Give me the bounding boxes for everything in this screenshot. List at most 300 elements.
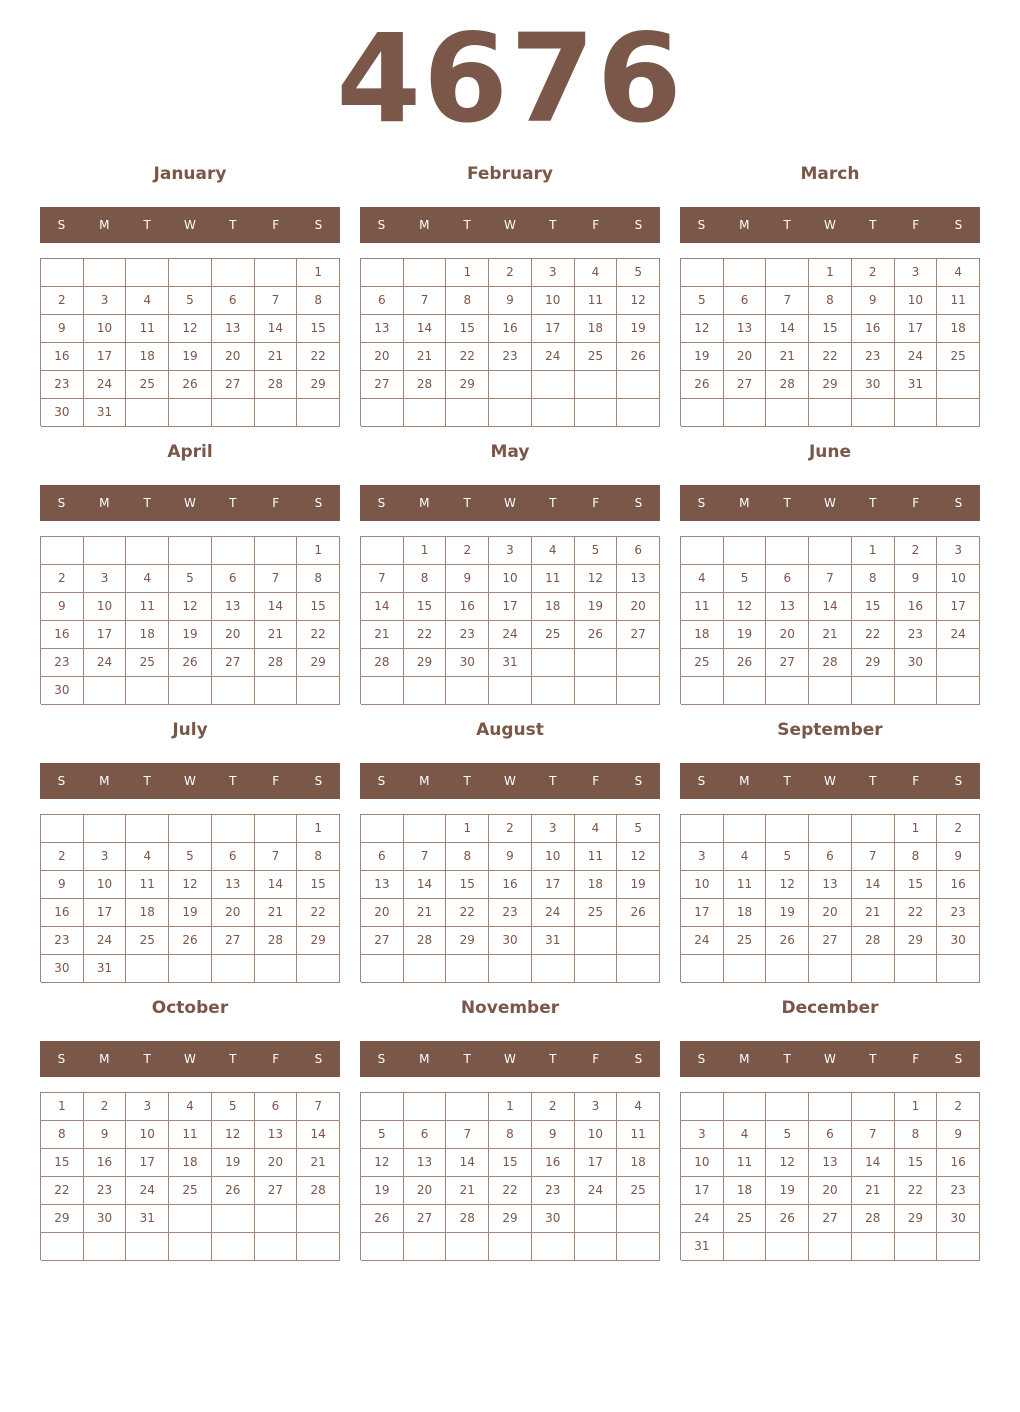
empty-cell xyxy=(297,1233,340,1261)
day-cell: 6 xyxy=(766,565,809,593)
day-cell: 23 xyxy=(41,371,84,399)
day-cell: 31 xyxy=(489,649,532,677)
day-cell: 21 xyxy=(766,343,809,371)
day-cell: 2 xyxy=(489,259,532,287)
weekday-label: T xyxy=(783,774,791,788)
weekday-label: W xyxy=(824,774,836,788)
empty-cell xyxy=(255,955,298,983)
day-cell: 21 xyxy=(852,899,895,927)
weekday-label: F xyxy=(592,496,600,510)
day-cell: 5 xyxy=(681,287,724,315)
day-cell: 9 xyxy=(937,1121,980,1149)
empty-cell xyxy=(575,1233,618,1261)
empty-cell xyxy=(852,1233,895,1261)
weekday-label: M xyxy=(739,218,750,232)
empty-cell xyxy=(212,955,255,983)
day-cell: 21 xyxy=(255,621,298,649)
day-cell: 1 xyxy=(446,259,489,287)
weekday-label: T xyxy=(549,218,557,232)
day-cell: 22 xyxy=(404,621,447,649)
day-cell: 8 xyxy=(809,287,852,315)
day-cell: 6 xyxy=(212,287,255,315)
empty-cell xyxy=(84,815,127,843)
day-cell: 10 xyxy=(937,565,980,593)
day-cell: 18 xyxy=(681,621,724,649)
month-name: June xyxy=(808,442,852,462)
day-cell: 28 xyxy=(404,371,447,399)
day-cell: 22 xyxy=(297,899,340,927)
month-name: October xyxy=(151,998,229,1018)
day-cell: 29 xyxy=(297,649,340,677)
day-cell: 27 xyxy=(404,1205,447,1233)
day-cell: 14 xyxy=(255,871,298,899)
day-cell: 6 xyxy=(404,1121,447,1149)
day-cell: 1 xyxy=(852,537,895,565)
day-cell: 31 xyxy=(895,371,938,399)
weekday-header xyxy=(360,1041,660,1077)
day-cell: 23 xyxy=(41,927,84,955)
day-cell: 3 xyxy=(532,815,575,843)
day-cell: 29 xyxy=(404,649,447,677)
day-cell: 14 xyxy=(361,593,404,621)
weekday-header xyxy=(680,1041,980,1077)
day-cell: 18 xyxy=(532,593,575,621)
weekday-label: M xyxy=(419,496,430,510)
empty-cell xyxy=(446,1233,489,1261)
day-cell: 14 xyxy=(852,871,895,899)
day-cell: 12 xyxy=(681,315,724,343)
day-cell: 25 xyxy=(575,899,618,927)
day-cell: 3 xyxy=(895,259,938,287)
day-cell: 30 xyxy=(937,1205,980,1233)
weekday-label: W xyxy=(504,218,516,232)
weekday-label: M xyxy=(419,218,430,232)
day-cell: 18 xyxy=(169,1149,212,1177)
day-cell: 16 xyxy=(489,315,532,343)
day-cell: 8 xyxy=(446,287,489,315)
month-august xyxy=(360,719,660,989)
day-cell: 19 xyxy=(212,1149,255,1177)
empty-cell xyxy=(617,677,660,705)
month-name: December xyxy=(781,998,879,1018)
empty-cell xyxy=(446,399,489,427)
empty-cell xyxy=(766,815,809,843)
empty-cell xyxy=(404,677,447,705)
weekday-label: W xyxy=(504,496,516,510)
day-cell: 1 xyxy=(297,815,340,843)
day-cell: 16 xyxy=(41,621,84,649)
day-cell: 7 xyxy=(255,565,298,593)
day-grid xyxy=(40,814,340,982)
day-cell: 23 xyxy=(446,621,489,649)
weekday-label: W xyxy=(184,496,196,510)
day-cell: 14 xyxy=(809,593,852,621)
day-cell: 18 xyxy=(126,621,169,649)
day-cell: 1 xyxy=(446,815,489,843)
month-name: August xyxy=(476,720,544,740)
empty-cell xyxy=(532,1233,575,1261)
empty-cell xyxy=(681,537,724,565)
month-april xyxy=(40,441,340,711)
day-cell: 14 xyxy=(255,593,298,621)
day-cell: 22 xyxy=(297,621,340,649)
empty-cell xyxy=(852,677,895,705)
month-name: November xyxy=(460,998,560,1018)
empty-cell xyxy=(212,1205,255,1233)
day-cell: 12 xyxy=(575,565,618,593)
empty-cell xyxy=(126,399,169,427)
empty-cell xyxy=(126,537,169,565)
empty-cell xyxy=(681,815,724,843)
day-cell: 13 xyxy=(212,315,255,343)
day-cell: 23 xyxy=(489,899,532,927)
empty-cell xyxy=(126,815,169,843)
day-cell: 18 xyxy=(126,343,169,371)
day-cell: 16 xyxy=(937,871,980,899)
empty-cell xyxy=(766,259,809,287)
day-cell: 9 xyxy=(532,1121,575,1149)
day-cell: 10 xyxy=(84,593,127,621)
empty-cell xyxy=(724,259,767,287)
day-cell: 17 xyxy=(84,343,127,371)
month-name: March xyxy=(800,164,860,184)
day-cell: 17 xyxy=(126,1149,169,1177)
empty-cell xyxy=(169,815,212,843)
day-cell: 11 xyxy=(724,1149,767,1177)
day-cell: 20 xyxy=(361,343,404,371)
month-november xyxy=(360,997,660,1267)
day-cell: 1 xyxy=(895,1093,938,1121)
day-cell: 7 xyxy=(766,287,809,315)
day-cell: 31 xyxy=(84,399,127,427)
weekday-label: F xyxy=(272,1052,280,1066)
day-cell: 9 xyxy=(489,843,532,871)
day-cell: 11 xyxy=(126,315,169,343)
day-cell: 19 xyxy=(681,343,724,371)
day-cell: 27 xyxy=(361,927,404,955)
day-cell: 30 xyxy=(41,399,84,427)
empty-cell xyxy=(852,955,895,983)
day-cell: 7 xyxy=(852,1121,895,1149)
weekday-label: S xyxy=(697,496,706,510)
weekday-label: T xyxy=(463,496,471,510)
day-cell: 18 xyxy=(617,1149,660,1177)
empty-cell xyxy=(575,371,618,399)
day-cell: 29 xyxy=(895,927,938,955)
day-cell: 5 xyxy=(169,565,212,593)
empty-cell xyxy=(809,815,852,843)
day-cell: 2 xyxy=(895,537,938,565)
day-cell: 28 xyxy=(852,1205,895,1233)
day-cell: 18 xyxy=(575,871,618,899)
day-cell: 12 xyxy=(169,315,212,343)
day-cell: 12 xyxy=(766,871,809,899)
day-cell: 6 xyxy=(212,565,255,593)
day-cell: 21 xyxy=(255,899,298,927)
empty-cell xyxy=(212,537,255,565)
day-cell: 13 xyxy=(361,315,404,343)
day-cell: 15 xyxy=(297,315,340,343)
day-cell: 25 xyxy=(126,371,169,399)
month-name: July xyxy=(172,720,208,740)
weekday-label: S xyxy=(314,1052,323,1066)
day-cell: 29 xyxy=(297,927,340,955)
day-cell: 20 xyxy=(404,1177,447,1205)
weekday-label: T xyxy=(229,774,237,788)
empty-cell xyxy=(852,1093,895,1121)
day-cell: 26 xyxy=(681,371,724,399)
empty-cell xyxy=(937,677,980,705)
empty-cell xyxy=(404,1233,447,1261)
day-cell: 24 xyxy=(937,621,980,649)
day-cell: 28 xyxy=(809,649,852,677)
day-cell: 5 xyxy=(169,287,212,315)
day-cell: 8 xyxy=(41,1121,84,1149)
day-cell: 28 xyxy=(255,927,298,955)
day-cell: 25 xyxy=(532,621,575,649)
day-cell: 16 xyxy=(41,899,84,927)
day-cell: 3 xyxy=(575,1093,618,1121)
empty-cell xyxy=(724,955,767,983)
weekday-label: M xyxy=(419,774,430,788)
day-grid xyxy=(360,1092,660,1260)
weekday-label: F xyxy=(592,1052,600,1066)
day-cell: 24 xyxy=(575,1177,618,1205)
day-cell: 3 xyxy=(937,537,980,565)
day-cell: 21 xyxy=(446,1177,489,1205)
day-cell: 22 xyxy=(446,343,489,371)
weekday-label: T xyxy=(143,774,151,788)
empty-cell xyxy=(255,537,298,565)
day-cell: 14 xyxy=(255,315,298,343)
day-cell: 30 xyxy=(41,955,84,983)
empty-cell xyxy=(255,815,298,843)
day-cell: 20 xyxy=(809,899,852,927)
day-cell: 12 xyxy=(169,593,212,621)
day-cell: 10 xyxy=(532,843,575,871)
day-cell: 16 xyxy=(489,871,532,899)
weekday-label: T xyxy=(463,774,471,788)
weekday-label: S xyxy=(314,218,323,232)
empty-cell xyxy=(895,677,938,705)
day-cell: 30 xyxy=(532,1205,575,1233)
day-cell: 4 xyxy=(724,843,767,871)
empty-cell xyxy=(41,1233,84,1261)
day-cell: 20 xyxy=(212,621,255,649)
day-cell: 11 xyxy=(681,593,724,621)
day-cell: 5 xyxy=(575,537,618,565)
day-cell: 3 xyxy=(532,259,575,287)
day-cell: 22 xyxy=(489,1177,532,1205)
weekday-label: T xyxy=(549,1052,557,1066)
empty-cell xyxy=(809,399,852,427)
day-cell: 22 xyxy=(41,1177,84,1205)
empty-cell xyxy=(489,955,532,983)
empty-cell xyxy=(809,1093,852,1121)
day-grid xyxy=(360,258,660,426)
day-cell: 8 xyxy=(446,843,489,871)
day-cell: 26 xyxy=(724,649,767,677)
day-cell: 25 xyxy=(575,343,618,371)
day-grid xyxy=(40,536,340,704)
day-cell: 23 xyxy=(532,1177,575,1205)
day-cell: 4 xyxy=(937,259,980,287)
empty-cell xyxy=(681,955,724,983)
day-cell: 18 xyxy=(724,899,767,927)
day-cell: 22 xyxy=(895,899,938,927)
day-cell: 1 xyxy=(809,259,852,287)
day-cell: 9 xyxy=(41,315,84,343)
empty-cell xyxy=(169,1205,212,1233)
day-cell: 22 xyxy=(852,621,895,649)
day-cell: 23 xyxy=(937,899,980,927)
day-cell: 25 xyxy=(681,649,724,677)
day-cell: 1 xyxy=(297,259,340,287)
empty-cell xyxy=(361,399,404,427)
day-cell: 19 xyxy=(169,621,212,649)
day-cell: 19 xyxy=(724,621,767,649)
day-cell: 24 xyxy=(895,343,938,371)
day-cell: 11 xyxy=(937,287,980,315)
day-cell: 11 xyxy=(532,565,575,593)
day-cell: 6 xyxy=(809,1121,852,1149)
weekday-label: W xyxy=(184,774,196,788)
weekday-label: F xyxy=(272,218,280,232)
day-cell: 10 xyxy=(681,1149,724,1177)
month-june xyxy=(680,441,980,711)
day-cell: 7 xyxy=(255,287,298,315)
day-cell: 23 xyxy=(41,649,84,677)
weekday-label: T xyxy=(143,496,151,510)
day-cell: 17 xyxy=(895,315,938,343)
empty-cell xyxy=(489,677,532,705)
day-cell: 4 xyxy=(126,565,169,593)
weekday-label: S xyxy=(377,496,386,510)
weekday-label: T xyxy=(869,496,877,510)
weekday-label: M xyxy=(739,1052,750,1066)
empty-cell xyxy=(681,1093,724,1121)
day-cell: 29 xyxy=(446,371,489,399)
day-cell: 20 xyxy=(766,621,809,649)
day-cell: 13 xyxy=(361,871,404,899)
empty-cell xyxy=(361,955,404,983)
day-cell: 19 xyxy=(617,871,660,899)
day-cell: 12 xyxy=(169,871,212,899)
day-cell: 16 xyxy=(41,343,84,371)
empty-cell xyxy=(724,1093,767,1121)
weekday-header xyxy=(360,485,660,521)
weekday-header xyxy=(360,763,660,799)
empty-cell xyxy=(575,399,618,427)
weekday-label: S xyxy=(57,496,66,510)
day-cell: 7 xyxy=(361,565,404,593)
empty-cell xyxy=(617,1233,660,1261)
weekday-label: F xyxy=(912,774,920,788)
day-cell: 26 xyxy=(169,371,212,399)
day-cell: 21 xyxy=(852,1177,895,1205)
weekday-label: S xyxy=(57,218,66,232)
empty-cell xyxy=(895,399,938,427)
day-cell: 3 xyxy=(681,1121,724,1149)
day-cell: 16 xyxy=(446,593,489,621)
weekday-label: F xyxy=(592,774,600,788)
empty-cell xyxy=(212,259,255,287)
day-cell: 13 xyxy=(212,593,255,621)
day-cell: 24 xyxy=(84,927,127,955)
weekday-header xyxy=(360,207,660,243)
empty-cell xyxy=(617,399,660,427)
day-cell: 25 xyxy=(617,1177,660,1205)
weekday-label: F xyxy=(912,1052,920,1066)
day-cell: 24 xyxy=(532,343,575,371)
day-cell: 9 xyxy=(852,287,895,315)
day-cell: 5 xyxy=(617,815,660,843)
weekday-label: T xyxy=(229,496,237,510)
day-cell: 17 xyxy=(681,1177,724,1205)
day-grid xyxy=(680,536,980,704)
day-cell: 28 xyxy=(255,649,298,677)
day-cell: 12 xyxy=(617,843,660,871)
empty-cell xyxy=(126,677,169,705)
empty-cell xyxy=(532,649,575,677)
day-cell: 14 xyxy=(446,1149,489,1177)
day-cell: 30 xyxy=(446,649,489,677)
day-cell: 10 xyxy=(532,287,575,315)
day-grid xyxy=(40,258,340,426)
day-cell: 15 xyxy=(297,593,340,621)
day-cell: 3 xyxy=(84,287,127,315)
day-cell: 30 xyxy=(84,1205,127,1233)
month-march xyxy=(680,163,980,433)
day-cell: 9 xyxy=(446,565,489,593)
day-cell: 21 xyxy=(809,621,852,649)
day-cell: 12 xyxy=(212,1121,255,1149)
day-cell: 11 xyxy=(169,1121,212,1149)
weekday-label: F xyxy=(912,496,920,510)
weekday-label: T xyxy=(229,1052,237,1066)
day-cell: 26 xyxy=(361,1205,404,1233)
day-cell: 20 xyxy=(724,343,767,371)
day-cell: 17 xyxy=(937,593,980,621)
weekday-header xyxy=(40,207,340,243)
day-cell: 29 xyxy=(852,649,895,677)
day-cell: 27 xyxy=(766,649,809,677)
day-cell: 6 xyxy=(809,843,852,871)
day-cell: 13 xyxy=(212,871,255,899)
empty-cell xyxy=(681,399,724,427)
day-grid xyxy=(360,814,660,982)
day-cell: 23 xyxy=(852,343,895,371)
day-cell: 15 xyxy=(446,315,489,343)
empty-cell xyxy=(895,955,938,983)
day-cell: 9 xyxy=(41,871,84,899)
day-cell: 4 xyxy=(724,1121,767,1149)
empty-cell xyxy=(255,399,298,427)
month-may xyxy=(360,441,660,711)
weekday-label: T xyxy=(143,1052,151,1066)
empty-cell xyxy=(766,955,809,983)
empty-cell xyxy=(297,677,340,705)
empty-cell xyxy=(404,1093,447,1121)
day-cell: 27 xyxy=(809,1205,852,1233)
weekday-label: T xyxy=(143,218,151,232)
day-cell: 26 xyxy=(617,899,660,927)
weekday-label: S xyxy=(377,218,386,232)
day-cell: 12 xyxy=(766,1149,809,1177)
day-cell: 28 xyxy=(766,371,809,399)
day-cell: 8 xyxy=(297,287,340,315)
empty-cell xyxy=(852,399,895,427)
